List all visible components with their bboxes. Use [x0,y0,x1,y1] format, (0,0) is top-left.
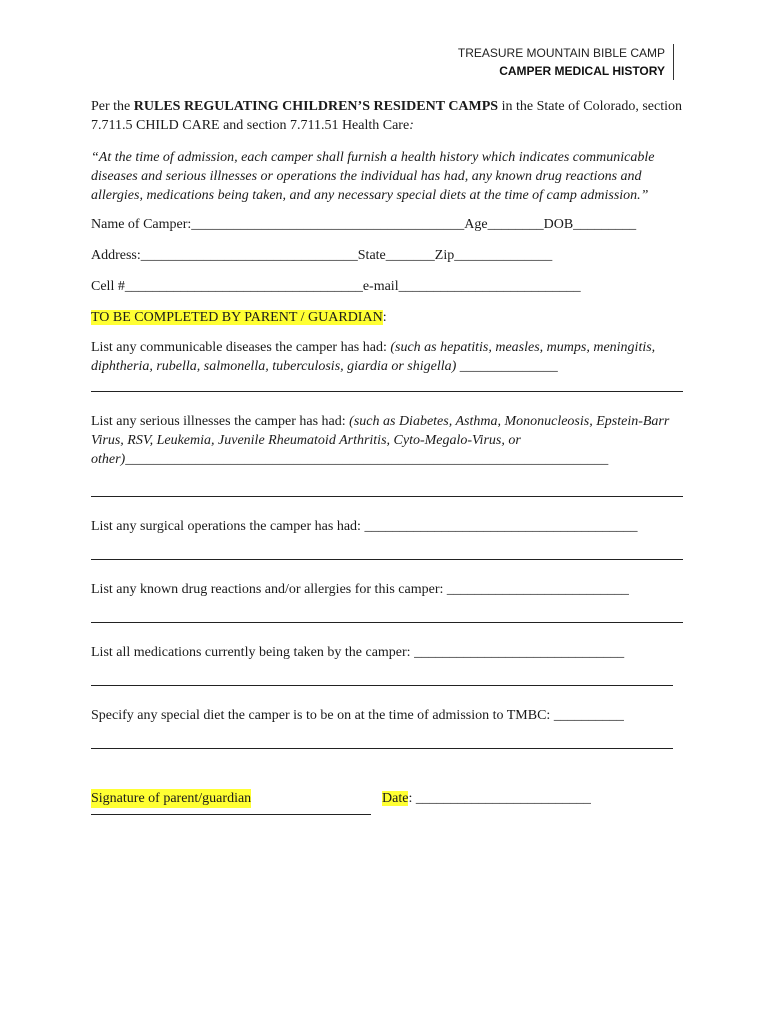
parent-section-highlight: TO BE COMPLETED BY PARENT / GUARDIAN [91,310,383,325]
medications-text: List all medications currently being taken by the camper: [91,645,415,660]
form-title: CAMPER MEDICAL HISTORY [499,64,665,78]
section-colon: : [382,310,387,325]
surgical-text: List any surgical operations the camper has had: [91,519,365,534]
communicable-answer-line[interactable] [91,390,683,392]
medications-blank[interactable]: ______________________________ [414,645,625,660]
serious-illnesses-question[interactable] [91,412,683,469]
serious-blank[interactable]: _____________________________________________________________________ [125,452,609,467]
date-blank[interactable]: _________________________ [415,791,591,806]
date-field[interactable] [382,789,591,808]
serious-answer-line[interactable] [91,495,683,497]
serious-text: List any serious illnesses the camper has had: [91,414,350,429]
special-diet-question[interactable] [91,706,683,725]
communicable-blank[interactable]: ______________ [456,359,558,374]
camper-name-line[interactable]: Name of Camper:_______________________________________Age________DOB_________ [91,217,637,232]
communicable-diseases-question[interactable] [91,338,683,376]
intro-prefix: Per the [91,99,134,114]
serious-examples: (such as Diabetes, Asthma, Mononucleosis, Epstein-Barr Virus, RSV, Leukemia, Juvenile Rheumatoid Arthritis, Cyto-Megalo-Virus, or other) [91,414,670,467]
intro-suffix: in the State of Colorado, section 7.711.5 CHILD CARE and section 7.711.51 Health Care [91,99,683,133]
signature-row [91,789,683,809]
communicable-examples: (such as hepatitis, measles, mumps, meningitis, diphtheria, rubella, salmonella, tuberculosis, giardia or shigella) [91,340,656,374]
drug-blank[interactable]: __________________________ [446,582,629,597]
address-line[interactable]: Address:_______________________________State_______Zip______________ [91,248,553,263]
medications-answer-line[interactable] [91,684,673,686]
diet-text: Specify any special diet the camper is to be on at the time of admission to TMBC: [91,708,554,723]
diet-blank[interactable]: __________ [553,708,624,723]
drug-answer-line[interactable] [91,621,683,623]
drug-text: List any known drug reactions and/or allergies for this camper: [91,582,447,597]
date-label: Date [382,791,409,806]
diet-answer-line[interactable] [91,747,673,749]
intro-paragraph [91,97,683,135]
cell-email-line[interactable]: Cell #__________________________________e-mail__________________________ [91,279,581,294]
document-header [458,44,674,80]
parent-section-heading [91,308,683,327]
medications-question[interactable] [91,643,683,662]
form-body [91,97,683,815]
communicable-text: List any communicable diseases the camper has had: [91,340,391,355]
date-colon: : [408,791,416,806]
regulation-quote: “At the time of admission, each camper shall furnish a health history which indicates communicable diseases and serious illnesses or operations the individual has had, any known drug reactions and allergies, medications being taken, and any necessary special diets at the time of camp admission.” [91,150,655,203]
surgical-operations-question[interactable] [91,517,683,536]
signature-label: Signature of parent/guardian [91,791,252,806]
signature-line[interactable] [91,813,371,815]
drug-reactions-question[interactable] [91,580,683,599]
intro-colon: : [409,118,414,133]
surgical-answer-line[interactable] [91,558,683,560]
camp-name: TREASURE MOUNTAIN BIBLE CAMP [457,46,665,60]
intro-rules-title: RULES REGULATING CHILDREN’S RESIDENT CAMPS [133,99,499,114]
surgical-blank[interactable]: _______________________________________ [364,519,638,534]
